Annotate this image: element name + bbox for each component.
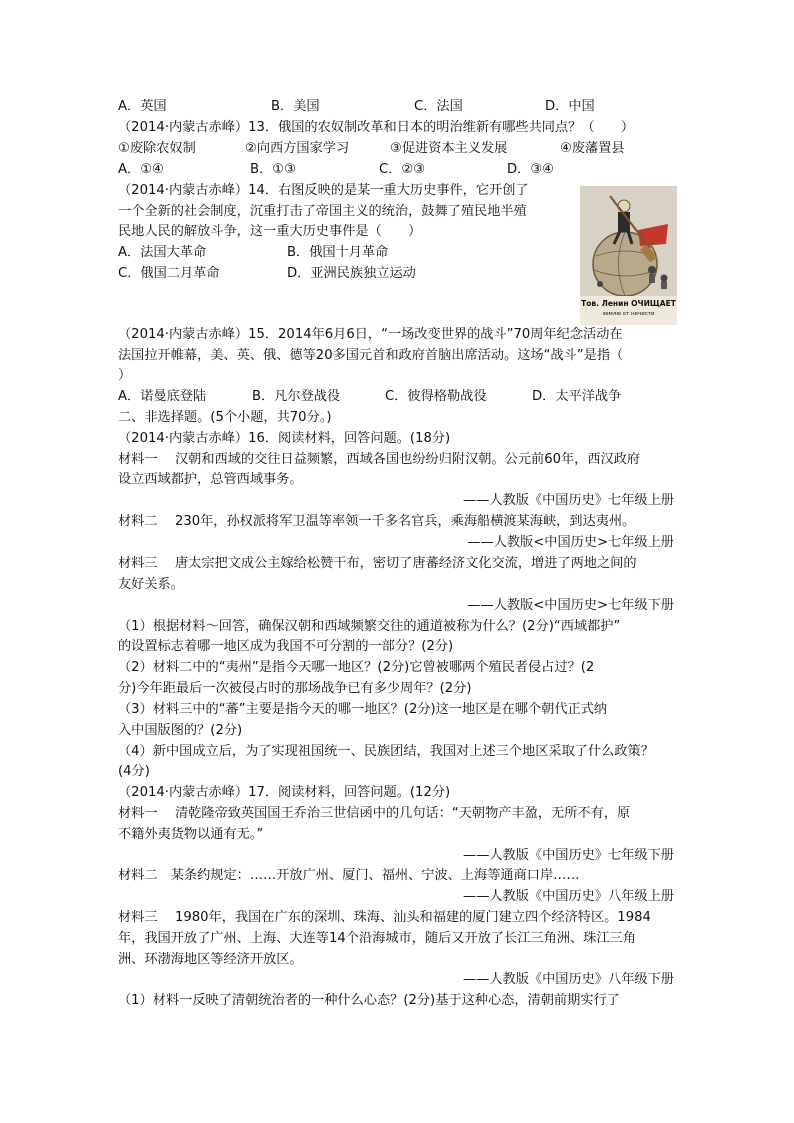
q13-item-1: ①废除农奴制 <box>118 141 196 156</box>
q13-item-3: ③促进资本主义发展 <box>390 141 508 156</box>
q16-material-3-line-2: 友好关系。 <box>118 577 184 592</box>
q16-question-line: 的设置标志着哪一地区成为我国不可分割的一部分？(2分) <box>118 639 454 654</box>
q13-stem: （2014·内蒙古赤峰）13．俄国的农奴制改革和日本的明治维新有哪些共同点？（ ） <box>118 120 635 135</box>
q17-question-line: （1）材料一反映了清朝统治者的一种什么心态？(2分)基于这种心态，清朝前期实行了 <box>118 993 620 1008</box>
q13-option-a: A．①④ <box>118 162 164 177</box>
q15-option-c: C．彼得格勒战役 <box>385 389 487 404</box>
q12-option-d: D．中国 <box>545 99 595 114</box>
q15-option-d: D．太平洋战争 <box>532 389 622 404</box>
q16-source-1: ——人教版《中国历史》七年级上册 <box>463 493 674 508</box>
q16-source-3: ——人教版<中国历史>七年级下册 <box>467 598 674 613</box>
q15-option-b: B．凡尔登战役 <box>252 389 341 404</box>
q17-source-3: ——人教版《中国历史》八年级下册 <box>463 972 674 987</box>
q12-option-b: B．美国 <box>271 99 320 114</box>
q16-material-3-line-1: 材料三 唐太宗把文成公主嫁给松赞干布，密切了唐蕃经济文化交流，增进了两地之间的 <box>118 556 637 571</box>
q16-material-2: 材料二 230年，孙权派将军卫温等率领一千多名官兵，乘海船横渡某海峡，到达夷州。 <box>118 514 636 529</box>
q14-line-3: 民地人民的解放斗争，这一重大历史事件是（ ） <box>118 224 422 239</box>
q13-option-b: B．①③ <box>250 162 296 177</box>
q14-line-1: （2014·内蒙古赤峰）14．右图反映的是某一重大历史事件，它开创了 <box>118 183 529 198</box>
q17-stem: （2014·内蒙古赤峰）17．阅读材料，回答问题。(12分) <box>118 785 451 800</box>
q13-item-4: ④废藩置县 <box>560 141 625 156</box>
q16-question-line: （2）材料二中的“夷州”是指今天哪一地区？(2分)它曾被哪两个殖民者侵占过？(2 <box>118 660 595 675</box>
q15-line-3: ） <box>118 368 132 383</box>
q17-material-2: 材料二 某条约规定：……开放广州、厦门、福州、宁波、上海等通商口岸…… <box>118 868 580 883</box>
q17-source-2: ——人教版《中国历史》八年级上册 <box>463 889 674 904</box>
q13-item-2: ②向西方国家学习 <box>245 141 350 156</box>
q16-question-line: 分)今年距最后一次被侵占时的那场战争已有多少周年？(2分) <box>118 681 472 696</box>
section-heading: 二、非选择题。(5个小题，共70分。) <box>118 410 332 425</box>
poster-caption-sub: землю от нечисти <box>602 311 655 317</box>
q14-option-a: A．法国大革命 <box>118 245 207 260</box>
q12-option-a: A．英国 <box>118 99 167 114</box>
q15-line-1: （2014·内蒙古赤峰）15．2014年6月6日，“一场改变世界的战斗”70周年纪念活动在 <box>118 327 623 342</box>
q16-material-1-line-1: 材料一 汉朝和西域的交往日益频繁，西域各国也纷纷归附汉朝。公元前60年，西汉政府 <box>118 452 641 467</box>
q13-option-d: D．③④ <box>507 162 554 177</box>
q16-question-line: 入中国版图的？(2分) <box>118 723 243 738</box>
q17-source-1: ——人教版《中国历史》七年级下册 <box>463 848 674 863</box>
q13-option-c: C．②③ <box>379 162 426 177</box>
q17-material-1-line-2: 不籍外夷货物以通有无。” <box>118 827 264 842</box>
q16-material-1-line-2: 设立西域都护，总管西域事务。 <box>118 472 303 487</box>
q14-option-d: D．亚洲民族独立运动 <box>287 266 416 281</box>
q17-material-3-line-2: 年，我国开放了广州、上海、大连等14个沿海城市，随后又开放了长江三角洲、珠江三角 <box>118 931 636 946</box>
q15-line-2: 法国拉开帷幕，美、英、俄、德等20多国元首和政府首脑出席活动。这场“战斗”是指（ <box>118 348 624 363</box>
poster-caption: Тов. Ленин ОЧИЩАЕТ <box>581 299 676 308</box>
q12-option-c: C．法国 <box>414 99 463 114</box>
q16-question-line: （3）材料三中的“蕃”主要是指今天的哪一地区？(2分)这一地区是在哪个朝代正式纳 <box>118 702 608 717</box>
q15-option-a: A．诺曼底登陆 <box>118 389 207 404</box>
q14-option-c: C．俄国二月革命 <box>118 266 220 281</box>
q17-material-3-line-3: 洲、环渤海地区等经济开放区。 <box>118 952 303 967</box>
q14-option-b: B．俄国十月革命 <box>287 245 389 260</box>
q16-source-2: ——人教版<中国历史>七年级上册 <box>467 535 674 550</box>
q17-material-1-line-1: 材料一 清乾隆帝致英国国王乔治三世信函中的几句话：“天朝物产丰盈，无所不有，原 <box>118 806 631 821</box>
q17-material-3-line-1: 材料三 1980年，我国在广东的深圳、珠海、汕头和福建的厦门建立四个经济特区。1984 <box>118 910 651 925</box>
q16-question-line: （1）根据材料～回答，确保汉朝和西域频繁交往的通道被称为什么？(2分)“西域都护” <box>118 619 621 634</box>
q16-question-line: (4分) <box>118 764 150 779</box>
q16-stem: （2014·内蒙古赤峰）16．阅读材料，回答问题。(18分) <box>118 431 451 446</box>
q16-question-line: （4）新中国成立后，为了实现祖国统一、民族团结，我国对上述三个地区采取了什么政策？ <box>118 744 654 759</box>
lenin-poster-image <box>580 186 677 325</box>
q14-line-2: 一个全新的社会制度，沉重打击了帝国主义的统治，鼓舞了殖民地半殖 <box>118 204 527 219</box>
